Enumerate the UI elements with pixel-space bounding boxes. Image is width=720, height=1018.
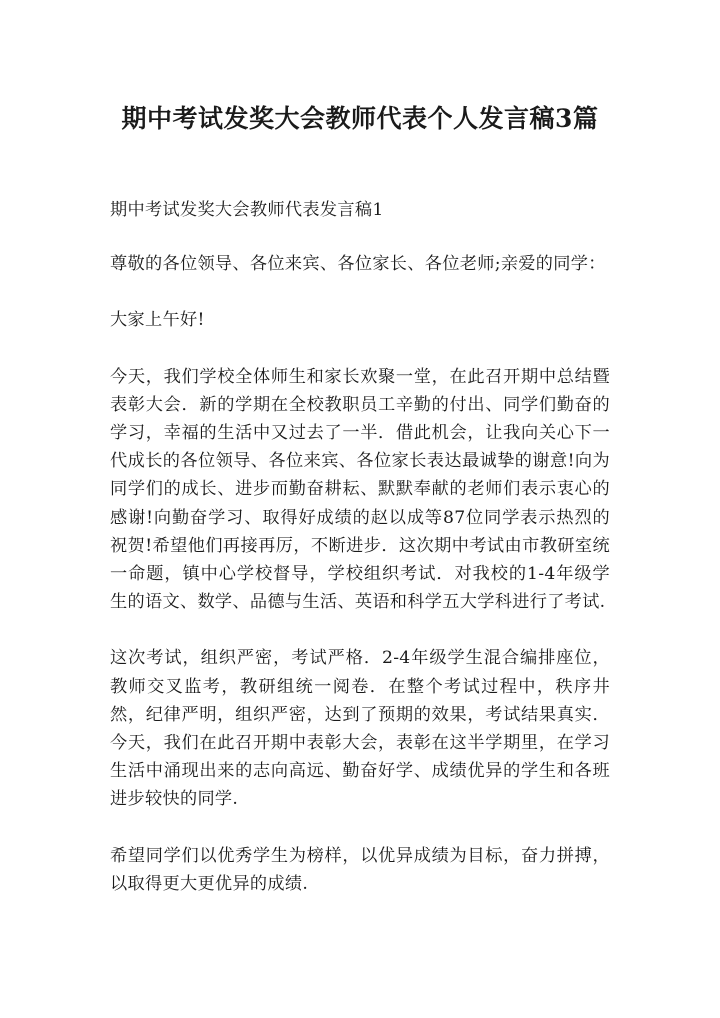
document-title: 期中考试发奖大会教师代表个人发言稿3篇 (121, 104, 599, 133)
document-body (110, 196, 610, 926)
salutation-paragraph: 尊敬的各位领导、各位来宾、各位家长、各位老师;亲爱的同学： (110, 254, 606, 275)
body-paragraph-opening: 今天，我们学校全体师生和家长欢聚一堂，在此召开期中总结暨表彰大会．新的学期在全校教职员工辛勤的付出、同学们勤奋的学习，幸福的生活中又过去了一半．借此机会，让我向关心下一代成长的各位领导、各位来宾、各位家长表达最诚挚的谢意!向为同学们的成长、进步而勤奋耕耘、默默奉献的老师们表示衷心的感谢!向勤奋学习、取得好成绩的赵以成等87位同学表示热烈的祝贺!希望他们再接再厉，不断进步．这次期中考试由市教研室统一命题，镇中心学校督导，学校组织考试．对我校的1-4年级学生的语文、数学、品德与生活、英语和科学五大学科进行了考试. (110, 366, 610, 613)
body-paragraph-exam: 这次考试，组织严密，考试严格．2-4年级学生混合编排座位，教师交叉监考，教研组统一阅卷．在整个考试过程中，秩序井然，纪律严明，组织严密，达到了预期的效果，考试结果真实．今天，我们在此召开期中表彰大会，表彰在这半学期里，在学习生活中涌现出来的志向高远、勤奋好学、成绩优异的学生和各班进步较快的同学. (110, 648, 610, 810)
body-paragraph-hope: 希望同学们以优秀学生为榜样，以优异成绩为目标，奋力拼搏，以取得更大更优异的成绩. (110, 845, 610, 894)
greeting-paragraph: 大家上午好! (110, 310, 205, 331)
speech-subtitle: 期中考试发奖大会教师代表发言稿1 (110, 200, 384, 220)
